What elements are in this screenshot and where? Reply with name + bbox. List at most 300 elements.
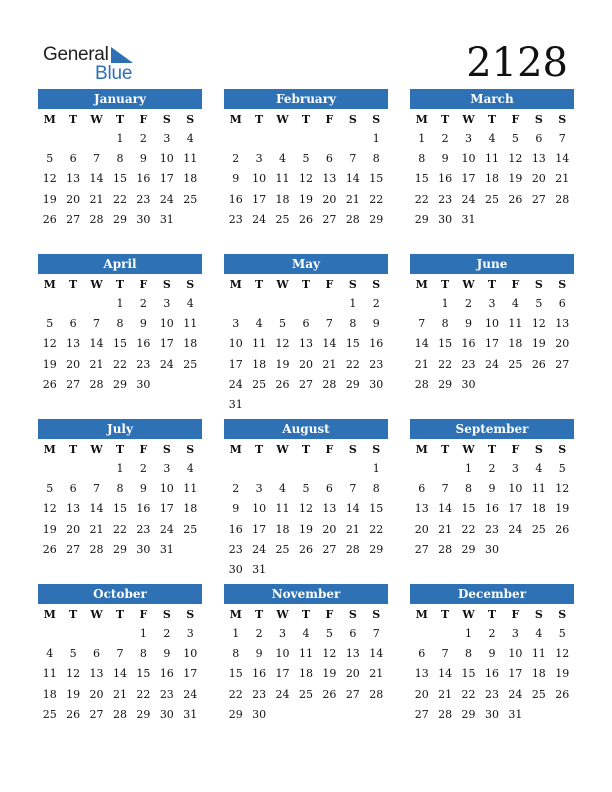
day-cell: 28	[369, 687, 384, 701]
day-cell: 23	[438, 192, 453, 206]
day-cell: 9	[139, 317, 147, 331]
day-cell: 18	[183, 172, 198, 186]
day-cell: 10	[508, 647, 523, 661]
weekday-label: F	[139, 113, 148, 126]
weekday-label: M	[43, 443, 56, 456]
weekday-label: S	[186, 278, 195, 291]
day-cell: 3	[511, 462, 519, 475]
day-cell: 5	[46, 152, 54, 166]
day-cell: 5	[558, 462, 566, 475]
weekday-label: M	[415, 443, 428, 456]
day-cell: 15	[228, 667, 243, 681]
day-cell: 8	[116, 482, 124, 496]
weekday-label: S	[372, 278, 381, 291]
month-title: April	[38, 254, 202, 274]
day-cell: 1	[232, 627, 240, 640]
day-cell: 8	[232, 647, 240, 661]
empty-day-cell	[318, 294, 341, 314]
day-cell: 3	[279, 627, 287, 640]
day-cell: 19	[531, 337, 546, 351]
day-cell: 6	[349, 627, 357, 640]
day-cell: 12	[322, 647, 337, 661]
day-cell: 18	[252, 357, 267, 371]
weekday-label: F	[511, 608, 520, 621]
day-cell: 11	[183, 482, 198, 496]
weekday-label: S	[186, 113, 195, 126]
day-cell: 17	[159, 337, 174, 351]
day-cell: 7	[558, 132, 566, 145]
day-cell: 14	[89, 172, 104, 186]
day-cell: 3	[255, 152, 263, 166]
day-cell: 9	[139, 152, 147, 166]
day-cell: 24	[508, 687, 523, 701]
weekday-label: S	[534, 278, 543, 291]
day-cell: 31	[159, 542, 174, 556]
day-cell: 6	[325, 152, 333, 166]
month-january	[38, 89, 202, 230]
day-cell: 8	[418, 152, 426, 166]
empty-day-cell	[271, 129, 294, 149]
weekday-label: M	[43, 278, 56, 291]
day-cell: 17	[183, 667, 198, 681]
day-cell: 9	[441, 152, 449, 166]
day-cell: 9	[232, 502, 240, 516]
day-cell: 20	[414, 687, 429, 701]
weekday-label: S	[162, 113, 171, 126]
brand-logo	[43, 44, 143, 84]
day-cell: 22	[136, 687, 151, 701]
day-cell: 4	[46, 647, 54, 661]
day-cell: 4	[302, 627, 310, 640]
day-cell: 15	[414, 172, 429, 186]
weekday-label: S	[186, 443, 195, 456]
day-cell: 21	[369, 667, 384, 681]
day-cell: 18	[531, 667, 546, 681]
weekday-header-row	[38, 276, 202, 294]
day-cell: 19	[66, 687, 81, 701]
day-cell: 3	[163, 132, 171, 145]
day-cell: 7	[325, 317, 333, 331]
day-cell: 24	[275, 687, 290, 701]
day-cell: 27	[298, 377, 313, 391]
day-cell: 21	[438, 522, 453, 536]
day-cell: 20	[66, 522, 81, 536]
day-cell: 15	[112, 172, 127, 186]
weekday-header-row	[410, 111, 574, 129]
day-cell: 28	[555, 192, 570, 206]
day-cell: 28	[89, 212, 104, 226]
day-cell: 20	[66, 192, 81, 206]
day-cell: 14	[89, 502, 104, 516]
day-cell: 27	[345, 687, 360, 701]
empty-day-cell	[410, 294, 433, 314]
weekday-label: M	[415, 113, 428, 126]
day-cell: 19	[555, 667, 570, 681]
day-cell: 25	[484, 192, 499, 206]
day-cell: 28	[438, 542, 453, 556]
weekday-label: T	[69, 113, 78, 126]
day-cell: 17	[461, 172, 476, 186]
weekday-header-row	[38, 441, 202, 459]
day-cell: 21	[89, 522, 104, 536]
month-august	[224, 419, 388, 580]
weekday-label: M	[415, 608, 428, 621]
day-cell: 19	[555, 502, 570, 516]
day-cell: 27	[555, 357, 570, 371]
day-cell: 27	[414, 542, 429, 556]
calendar-year: 2128	[466, 40, 568, 86]
weekday-label: M	[229, 608, 242, 621]
weekday-label: F	[325, 608, 334, 621]
weekday-header-row	[38, 606, 202, 624]
day-cell: 6	[69, 152, 77, 166]
weekday-label: F	[325, 278, 334, 291]
day-cell: 24	[159, 192, 174, 206]
weekday-label: S	[534, 608, 543, 621]
weekday-label: M	[229, 278, 242, 291]
empty-day-cell	[410, 624, 433, 644]
day-cell: 10	[159, 152, 174, 166]
day-cell: 22	[438, 357, 453, 371]
day-cell: 1	[441, 297, 449, 310]
day-cell: 29	[438, 377, 453, 391]
day-cell: 12	[531, 317, 546, 331]
day-cell: 18	[275, 192, 290, 206]
weekday-label: F	[511, 443, 520, 456]
day-cell: 16	[136, 337, 151, 351]
day-cell: 25	[275, 212, 290, 226]
day-cell: 25	[183, 522, 198, 536]
day-cell: 8	[139, 647, 147, 661]
day-cell: 17	[508, 502, 523, 516]
weekday-label: T	[441, 443, 450, 456]
empty-day-cell	[318, 459, 341, 479]
weekday-label: S	[372, 608, 381, 621]
empty-day-cell	[38, 294, 61, 314]
day-cell: 7	[441, 482, 449, 496]
day-cell: 11	[275, 502, 290, 516]
day-cell: 13	[414, 667, 429, 681]
day-cell: 30	[369, 377, 384, 391]
day-cell: 18	[42, 687, 57, 701]
day-cell: 27	[89, 707, 104, 721]
day-cell: 15	[136, 667, 151, 681]
empty-day-cell	[271, 294, 294, 314]
day-cell: 2	[139, 132, 147, 145]
day-cell: 11	[531, 482, 546, 496]
day-cell: 20	[555, 337, 570, 351]
month-title: February	[224, 89, 388, 109]
day-cell: 8	[372, 152, 380, 166]
day-cell: 8	[116, 317, 124, 331]
day-cell: 11	[275, 172, 290, 186]
day-cell: 22	[112, 357, 127, 371]
day-cell: 22	[369, 522, 384, 536]
day-cell: 23	[484, 687, 499, 701]
day-cell: 6	[535, 132, 543, 145]
day-cell: 23	[461, 357, 476, 371]
day-cell: 8	[465, 647, 473, 661]
day-cell: 30	[484, 707, 499, 721]
empty-day-cell	[85, 129, 108, 149]
day-cell: 2	[255, 627, 263, 640]
day-cell: 29	[461, 707, 476, 721]
day-cell: 8	[349, 317, 357, 331]
day-cell: 23	[136, 357, 151, 371]
days-grid	[224, 294, 388, 415]
day-cell: 4	[186, 132, 194, 145]
day-cell: 4	[279, 152, 287, 166]
weekday-label: S	[348, 443, 357, 456]
weekday-label: S	[372, 113, 381, 126]
empty-day-cell	[433, 624, 456, 644]
day-cell: 9	[163, 647, 171, 661]
empty-day-cell	[38, 624, 61, 644]
day-cell: 31	[159, 212, 174, 226]
day-cell: 14	[369, 647, 384, 661]
weekday-label: F	[139, 608, 148, 621]
weekday-label: W	[462, 113, 475, 126]
month-title: September	[410, 419, 574, 439]
day-cell: 16	[252, 667, 267, 681]
day-cell: 31	[228, 397, 243, 411]
weekday-header-row	[410, 606, 574, 624]
day-cell: 24	[159, 522, 174, 536]
day-cell: 5	[302, 482, 310, 496]
day-cell: 1	[116, 462, 124, 475]
month-july	[38, 419, 202, 560]
day-cell: 30	[484, 542, 499, 556]
day-cell: 5	[511, 132, 519, 145]
day-cell: 27	[66, 542, 81, 556]
day-cell: 15	[369, 172, 384, 186]
day-cell: 18	[298, 667, 313, 681]
day-cell: 29	[112, 542, 127, 556]
day-cell: 31	[183, 707, 198, 721]
day-cell: 8	[441, 317, 449, 331]
day-cell: 14	[89, 337, 104, 351]
days-grid	[410, 459, 574, 560]
day-cell: 27	[322, 542, 337, 556]
month-november	[224, 584, 388, 725]
day-cell: 6	[418, 482, 426, 496]
days-grid	[38, 129, 202, 230]
day-cell: 28	[112, 707, 127, 721]
day-cell: 25	[183, 357, 198, 371]
weekday-label: M	[229, 113, 242, 126]
day-cell: 19	[42, 192, 57, 206]
weekday-label: W	[462, 443, 475, 456]
day-cell: 16	[136, 502, 151, 516]
month-june	[410, 254, 574, 395]
empty-day-cell	[61, 129, 84, 149]
day-cell: 5	[46, 317, 54, 331]
day-cell: 15	[112, 502, 127, 516]
empty-day-cell	[61, 294, 84, 314]
day-cell: 2	[488, 627, 496, 640]
day-cell: 19	[322, 667, 337, 681]
day-cell: 28	[89, 542, 104, 556]
day-cell: 4	[255, 317, 263, 331]
day-cell: 13	[66, 502, 81, 516]
day-cell: 13	[322, 172, 337, 186]
day-cell: 14	[345, 172, 360, 186]
day-cell: 2	[372, 297, 380, 310]
day-cell: 16	[228, 192, 243, 206]
weekday-label: W	[276, 443, 289, 456]
day-cell: 6	[302, 317, 310, 331]
day-cell: 14	[438, 667, 453, 681]
day-cell: 21	[414, 357, 429, 371]
day-cell: 11	[531, 647, 546, 661]
day-cell: 29	[228, 707, 243, 721]
day-cell: 16	[228, 522, 243, 536]
day-cell: 24	[461, 192, 476, 206]
empty-day-cell	[247, 459, 270, 479]
day-cell: 23	[228, 542, 243, 556]
day-cell: 6	[558, 297, 566, 310]
day-cell: 9	[232, 172, 240, 186]
weekday-label: M	[43, 608, 56, 621]
day-cell: 7	[418, 317, 426, 331]
day-cell: 23	[369, 357, 384, 371]
weekday-label: M	[415, 278, 428, 291]
day-cell: 22	[461, 522, 476, 536]
weekday-label: S	[348, 278, 357, 291]
weekday-label: F	[139, 278, 148, 291]
month-title: March	[410, 89, 574, 109]
empty-day-cell	[108, 624, 131, 644]
day-cell: 11	[183, 317, 198, 331]
day-cell: 20	[89, 687, 104, 701]
weekday-label: F	[511, 113, 520, 126]
weekday-label: T	[301, 608, 311, 621]
day-cell: 26	[42, 377, 57, 391]
weekday-label: M	[229, 443, 242, 456]
weekday-label: W	[90, 278, 103, 291]
empty-day-cell	[38, 459, 61, 479]
day-cell: 13	[66, 337, 81, 351]
day-cell: 9	[255, 647, 263, 661]
empty-day-cell	[294, 459, 317, 479]
day-cell: 16	[369, 337, 384, 351]
day-cell: 25	[298, 687, 313, 701]
weekday-label: W	[276, 278, 289, 291]
day-cell: 13	[298, 337, 313, 351]
day-cell: 3	[163, 462, 171, 475]
weekday-label: T	[441, 608, 450, 621]
month-title: November	[224, 584, 388, 604]
days-grid	[224, 459, 388, 580]
day-cell: 19	[298, 192, 313, 206]
day-cell: 14	[555, 152, 570, 166]
day-cell: 13	[555, 317, 570, 331]
day-cell: 22	[461, 687, 476, 701]
day-cell: 14	[112, 667, 127, 681]
weekday-label: S	[534, 113, 543, 126]
day-cell: 16	[461, 337, 476, 351]
day-cell: 12	[298, 502, 313, 516]
weekday-label: S	[558, 608, 567, 621]
day-cell: 19	[42, 522, 57, 536]
day-cell: 25	[42, 707, 57, 721]
day-cell: 17	[275, 667, 290, 681]
day-cell: 5	[325, 627, 333, 640]
empty-day-cell	[224, 459, 247, 479]
weekday-label: T	[487, 278, 497, 291]
weekday-label: T	[441, 278, 450, 291]
day-cell: 1	[372, 132, 380, 145]
day-cell: 7	[116, 647, 124, 661]
day-cell: 30	[461, 377, 476, 391]
day-cell: 29	[112, 212, 127, 226]
day-cell: 7	[349, 152, 357, 166]
day-cell: 13	[89, 667, 104, 681]
day-cell: 15	[461, 502, 476, 516]
day-cell: 5	[535, 297, 543, 310]
weekday-label: W	[276, 608, 289, 621]
day-cell: 26	[66, 707, 81, 721]
day-cell: 16	[438, 172, 453, 186]
day-cell: 12	[66, 667, 81, 681]
day-cell: 25	[531, 687, 546, 701]
day-cell: 5	[69, 647, 77, 661]
weekday-label: S	[558, 278, 567, 291]
empty-day-cell	[247, 294, 270, 314]
day-cell: 18	[275, 522, 290, 536]
empty-day-cell	[224, 129, 247, 149]
day-cell: 21	[89, 192, 104, 206]
day-cell: 6	[93, 647, 101, 661]
triangle-logo-icon	[111, 47, 133, 63]
day-cell: 17	[252, 192, 267, 206]
day-cell: 24	[252, 212, 267, 226]
day-cell: 15	[438, 337, 453, 351]
brand-name-blue: Blue	[95, 63, 133, 84]
day-cell: 26	[508, 192, 523, 206]
day-cell: 14	[322, 337, 337, 351]
weekday-label: F	[511, 278, 520, 291]
day-cell: 21	[345, 192, 360, 206]
day-cell: 8	[465, 482, 473, 496]
day-cell: 14	[438, 502, 453, 516]
day-cell: 26	[275, 377, 290, 391]
weekday-header-row	[224, 606, 388, 624]
month-february	[224, 89, 388, 230]
day-cell: 4	[488, 132, 496, 145]
day-cell: 1	[465, 627, 473, 640]
weekday-header-row	[224, 276, 388, 294]
empty-day-cell	[247, 129, 270, 149]
day-cell: 5	[46, 482, 54, 496]
day-cell: 28	[414, 377, 429, 391]
day-cell: 9	[488, 647, 496, 661]
day-cell: 10	[508, 482, 523, 496]
days-grid	[38, 459, 202, 560]
day-cell: 9	[372, 317, 380, 331]
day-cell: 29	[136, 707, 151, 721]
days-grid	[38, 294, 202, 395]
day-cell: 3	[465, 132, 473, 145]
day-cell: 3	[255, 482, 263, 496]
month-title: June	[410, 254, 574, 274]
day-cell: 3	[511, 627, 519, 640]
day-cell: 21	[345, 522, 360, 536]
day-cell: 12	[555, 647, 570, 661]
day-cell: 1	[372, 462, 380, 475]
day-cell: 27	[66, 377, 81, 391]
month-title: August	[224, 419, 388, 439]
